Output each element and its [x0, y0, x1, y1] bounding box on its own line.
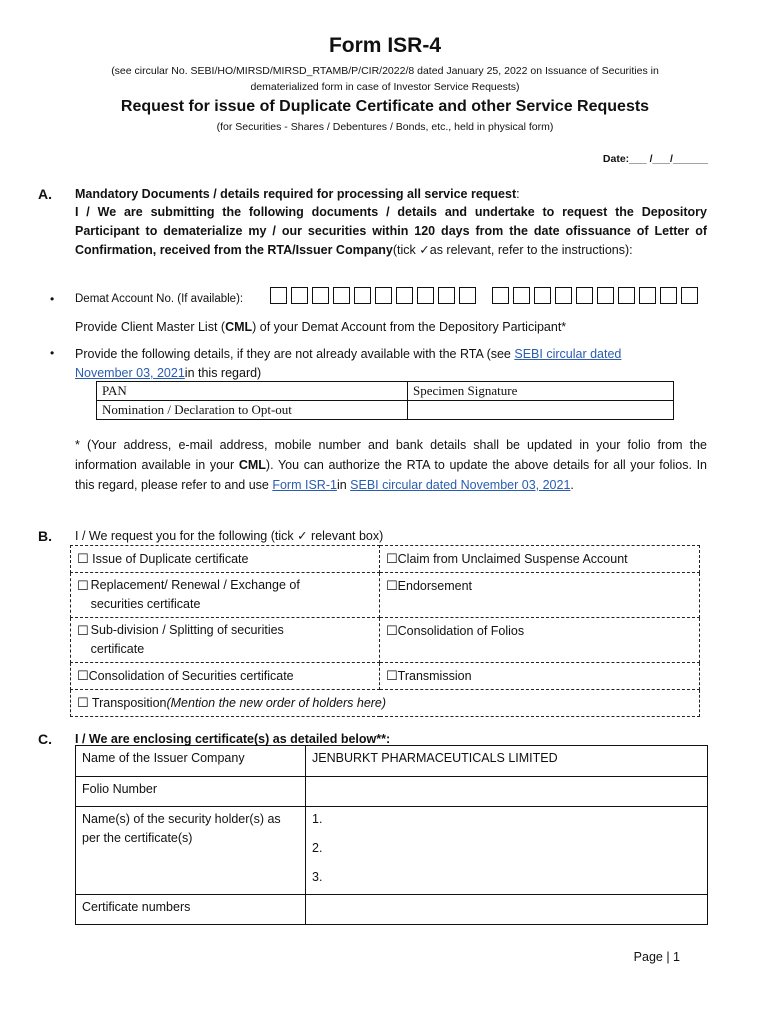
page-number: Page | 1 [633, 950, 680, 964]
demat-box[interactable] [639, 287, 656, 304]
cml-instruction: Provide Client Master List (CML) of your Demat Account from the Depository Participant* [75, 320, 567, 334]
demat-box[interactable] [291, 287, 308, 304]
demat-account-boxes[interactable] [270, 287, 702, 305]
demat-box[interactable] [354, 287, 371, 304]
nomination-value[interactable] [408, 401, 674, 420]
section-a-statement: I / We are submitting the following documents / details and undertake to request the Depository Participant to dematerialize my / our securities within 120 days from the date ofissuance of Letter of Confirmation, received from the RTA/Issuer Company(tick ✓as relevant, refer to the instructions): [75, 205, 707, 257]
section-a-letter: A. [38, 186, 52, 202]
demat-box[interactable] [270, 287, 287, 304]
demat-box[interactable] [660, 287, 677, 304]
nomination-label: Nomination / Declaration to Opt-out [97, 401, 408, 420]
checkbox[interactable]: ☐ [386, 578, 398, 593]
holder-2[interactable]: 2. [312, 841, 323, 855]
section-c-letter: C. [38, 731, 52, 747]
demat-label: Demat Account No. (If available): [75, 293, 244, 305]
demat-box[interactable] [576, 287, 593, 304]
folio-label: Folio Number [76, 777, 306, 807]
folio-value[interactable] [306, 777, 708, 807]
section-b-letter: B. [38, 528, 52, 544]
sebi-circular-link-2[interactable]: SEBI circular dated November 03, 2021 [350, 478, 571, 492]
section-b-heading: I / We request you for the following (tick ✓ relevant box) [75, 529, 384, 543]
option-consolidation-folios[interactable]: ☐Consolidation of Folios [380, 618, 700, 663]
demat-box[interactable] [417, 287, 434, 304]
service-request-table [70, 545, 700, 717]
details-table [96, 381, 674, 420]
provide-details-text: Provide the following details, if they are not already available with the RTA (see SEBI circular dated November 03, 2021in this regard) [75, 347, 622, 380]
option-transmission[interactable]: ☐Transmission [380, 663, 700, 690]
form-heading: Request for issue of Duplicate Certificate and other Service Requests [120, 98, 650, 115]
demat-box[interactable] [597, 287, 614, 304]
option-duplicate[interactable]: ☐ Issue of Duplicate certificate [71, 546, 380, 573]
option-transposition[interactable]: ☐ Transposition(Mention the new order of holders here) [71, 690, 700, 717]
option-endorsement[interactable]: ☐Endorsement [380, 573, 700, 618]
issuer-label: Name of the Issuer Company [76, 746, 306, 777]
date-field[interactable]: Date:___ /___/______ [602, 153, 708, 165]
sebi-circular-link-date[interactable]: November 03, 2021 [75, 366, 185, 380]
option-consolidation-certificate[interactable]: ☐Consolidation of Securities certificate [71, 663, 380, 690]
demat-box[interactable] [438, 287, 455, 304]
holder-3[interactable]: 3. [312, 870, 323, 884]
circular-reference: (see circular No. SEBI/HO/MIRSD/MIRSD_RTAMB/P/CIR/2022/8 dated January 25, 2022 on Issuance of Securities in dematerialized form in case of Investor Service Requests) [111, 65, 659, 93]
bullet-2: • [50, 346, 55, 360]
demat-box[interactable] [534, 287, 551, 304]
checkbox[interactable]: ☐ [77, 551, 89, 566]
holders-label: Name(s) of the security holder(s) as per the certificate(s) [76, 807, 306, 895]
certificate-table [75, 745, 708, 925]
demat-box[interactable] [555, 287, 572, 304]
demat-box[interactable] [396, 287, 413, 304]
form-isr1-link[interactable]: Form ISR-1 [272, 478, 337, 492]
demat-box[interactable] [513, 287, 530, 304]
form-title: Form ISR-4 [328, 34, 441, 57]
checkbox[interactable]: ☐ [77, 695, 89, 710]
holder-1[interactable]: 1. [312, 812, 323, 826]
demat-box[interactable] [333, 287, 350, 304]
checkbox[interactable]: ☐ [77, 578, 89, 593]
bullet-1: • [50, 292, 55, 306]
demat-box[interactable] [492, 287, 509, 304]
issuer-value[interactable]: JENBURKT PHARMACEUTICALS LIMITED [306, 746, 708, 777]
section-a-heading: Mandatory Documents / details required for processing all service request: [75, 187, 520, 201]
specimen-signature-label: Specimen Signature [408, 382, 674, 401]
option-unclaimed[interactable]: ☐Claim from Unclaimed Suspense Account [380, 546, 700, 573]
sebi-circular-link[interactable]: SEBI circular dated [514, 347, 622, 361]
checkbox[interactable]: ☐ [386, 551, 398, 566]
pan-label: PAN [97, 382, 408, 401]
demat-box[interactable] [375, 287, 392, 304]
checkbox[interactable]: ☐ [77, 668, 89, 683]
option-replacement[interactable]: ☐ Replacement/ Renewal / Exchange of securities certificate [71, 573, 380, 618]
update-note: * (Your address, e-mail address, mobile number and bank details shall be updated in your folio from the information available in your CML). You can authorize the RTA to update the above details for all your folios. In this regard, please refer to and use Form ISR-1in SEBI circular dated November 03, 2021. [75, 438, 707, 492]
section-c-heading: I / We are enclosing certificate(s) as detailed below**: [75, 732, 391, 746]
certificate-numbers-label: Certificate numbers [76, 895, 306, 925]
option-subdivision[interactable]: ☐ Sub-division / Splitting of securities certificate [71, 618, 380, 663]
checkbox[interactable]: ☐ [386, 623, 398, 638]
demat-box[interactable] [681, 287, 698, 304]
checkbox[interactable]: ☐ [386, 668, 398, 683]
demat-box[interactable] [459, 287, 476, 304]
demat-box[interactable] [618, 287, 635, 304]
holders-values[interactable] [306, 807, 708, 895]
demat-box[interactable] [312, 287, 329, 304]
certificate-numbers-value[interactable] [306, 895, 708, 925]
checkbox[interactable]: ☐ [77, 623, 89, 638]
form-scope: (for Securities - Shares / Debentures / Bonds, etc., held in physical form) [216, 121, 554, 133]
